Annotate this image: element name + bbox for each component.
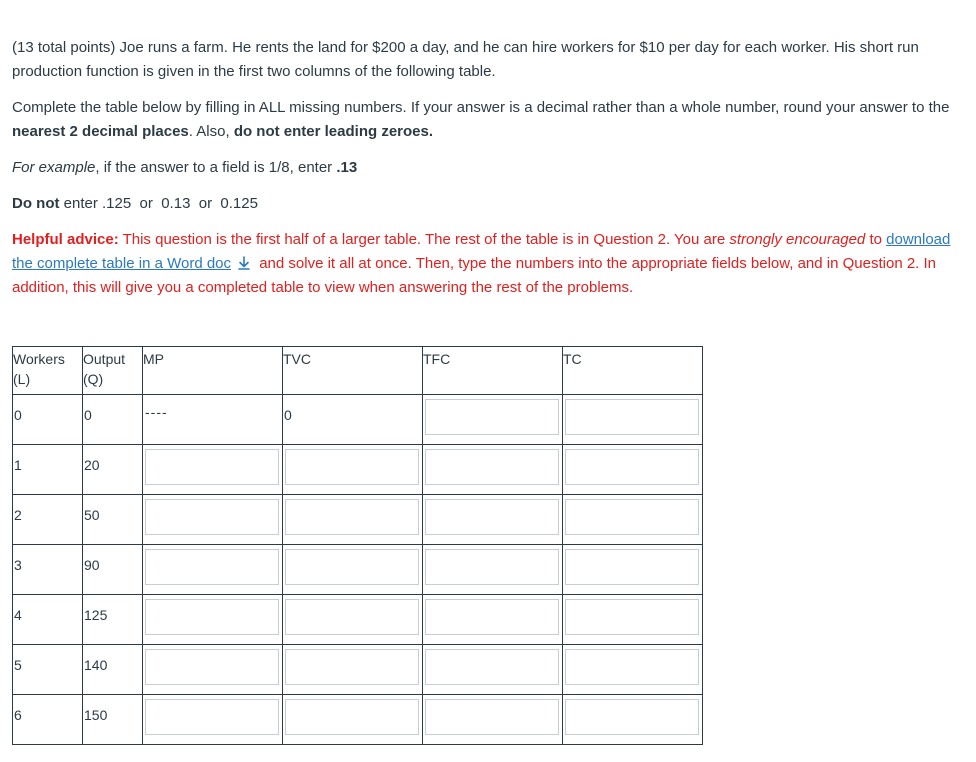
advice-bold: Helpful advice: [12,231,119,248]
instructions-text-a: Complete the table below by filling in ALL missing numbers. If your answer is a decimal rather than a whole number, round your answer to the [12,99,950,116]
question-example [12,156,972,180]
tfc-input-row-6[interactable] [425,699,559,735]
table-row [13,595,703,645]
example-bold: .13 [336,159,358,176]
donot-text: enter .125 or 0.13 or 0.125 [59,195,258,212]
cell-output: 0 [84,407,92,423]
mp-input-row-2[interactable] [145,499,279,535]
mp-input-row-1[interactable] [145,449,279,485]
mp-input-row-3[interactable] [145,549,279,585]
header-output-line1: Output [83,351,126,367]
table-header-row [13,347,703,395]
header-workers-line1: Workers [13,351,65,367]
tc-input-row-1[interactable] [565,449,699,485]
tfc-input-row-3[interactable] [425,549,559,585]
instructions-text-b: . Also, [188,123,234,140]
tvc-input-row-2[interactable] [285,499,419,535]
table-row [13,645,703,695]
download-icon[interactable] [237,256,251,270]
header-tfc: TFC [423,347,563,395]
tc-input-row-3[interactable] [565,549,699,585]
tc-input-row-4[interactable] [565,599,699,635]
advice-italic: strongly encouraged [729,231,866,248]
cell-workers: 1 [14,457,22,473]
tvc-input-row-6[interactable] [285,699,419,735]
mp-input-row-4[interactable] [145,599,279,635]
tfc-input-row-1[interactable] [425,449,559,485]
cell-workers: 0 [14,407,22,423]
tfc-input-row-0[interactable] [425,399,559,435]
cell-workers: 6 [14,707,22,723]
tvc-input-row-4[interactable] [285,599,419,635]
cell-workers: 5 [14,657,22,673]
tvc-input-row-5[interactable] [285,649,419,685]
tfc-input-row-2[interactable] [425,499,559,535]
header-output-line2: (Q) [83,371,104,387]
question-intro: (13 total points) Joe runs a farm. He rents the land for $200 a day, and he can hire workers for $10 per day for each worker. His short run production function is given in the first two columns of the following table. [12,39,919,80]
instructions-bold-decimal: nearest 2 decimal places [12,123,189,140]
instructions-bold-zeroes: do not enter leading zeroes. [233,123,434,140]
table-row [13,395,703,445]
table-row [13,695,703,745]
header-tvc: TVC [283,347,423,395]
cell-output: 140 [84,657,108,673]
tc-input-row-6[interactable] [565,699,699,735]
donot-bold: Do not [12,195,60,212]
tvc-input-row-3[interactable] [285,549,419,585]
helpful-advice [12,228,972,300]
cell-output: 20 [84,457,100,473]
cell-workers: 2 [14,507,22,523]
header-mp: MP [143,347,283,395]
advice-text-c: and solve it all at once. Then, type the numbers into the appropriate fields below, and in Question 2. In addition, this will give you a completed table to view when answering the rest of the problems. [12,255,937,296]
cell-workers: 4 [14,607,22,623]
tc-input-row-5[interactable] [565,649,699,685]
advice-text-b: to [865,231,887,248]
example-text: , if the answer to a field is 1/8, enter [95,159,337,176]
tc-input-row-0[interactable] [565,399,699,435]
table-row [13,545,703,595]
header-workers [13,347,83,395]
cell-output: 150 [84,707,108,723]
example-italic: For example [12,159,96,176]
question-donot [12,192,972,216]
cell-output: 125 [84,607,108,623]
cell-tvc: 0 [284,407,292,423]
question-body [12,36,972,300]
tc-input-row-2[interactable] [565,499,699,535]
cell-output: 50 [84,507,100,523]
mp-input-row-5[interactable] [145,649,279,685]
download-word-doc-link[interactable]: download the complete table in a Word doc [12,231,951,272]
header-tc: TC [563,347,703,395]
tvc-input-row-1[interactable] [285,449,419,485]
mp-input-row-6[interactable] [145,699,279,735]
table-row [13,445,703,495]
question-instructions [12,96,972,144]
header-output [83,347,143,395]
cell-workers: 3 [14,557,22,573]
production-table [12,346,703,745]
header-workers-line2: (L) [13,371,31,387]
cell-mp-dashes: ---- [145,404,168,420]
tfc-input-row-4[interactable] [425,599,559,635]
table-row [13,495,703,545]
advice-text-a: This question is the first half of a larger table. The rest of the table is in Question 2. You are [118,231,730,248]
tfc-input-row-5[interactable] [425,649,559,685]
cell-output: 90 [84,557,100,573]
